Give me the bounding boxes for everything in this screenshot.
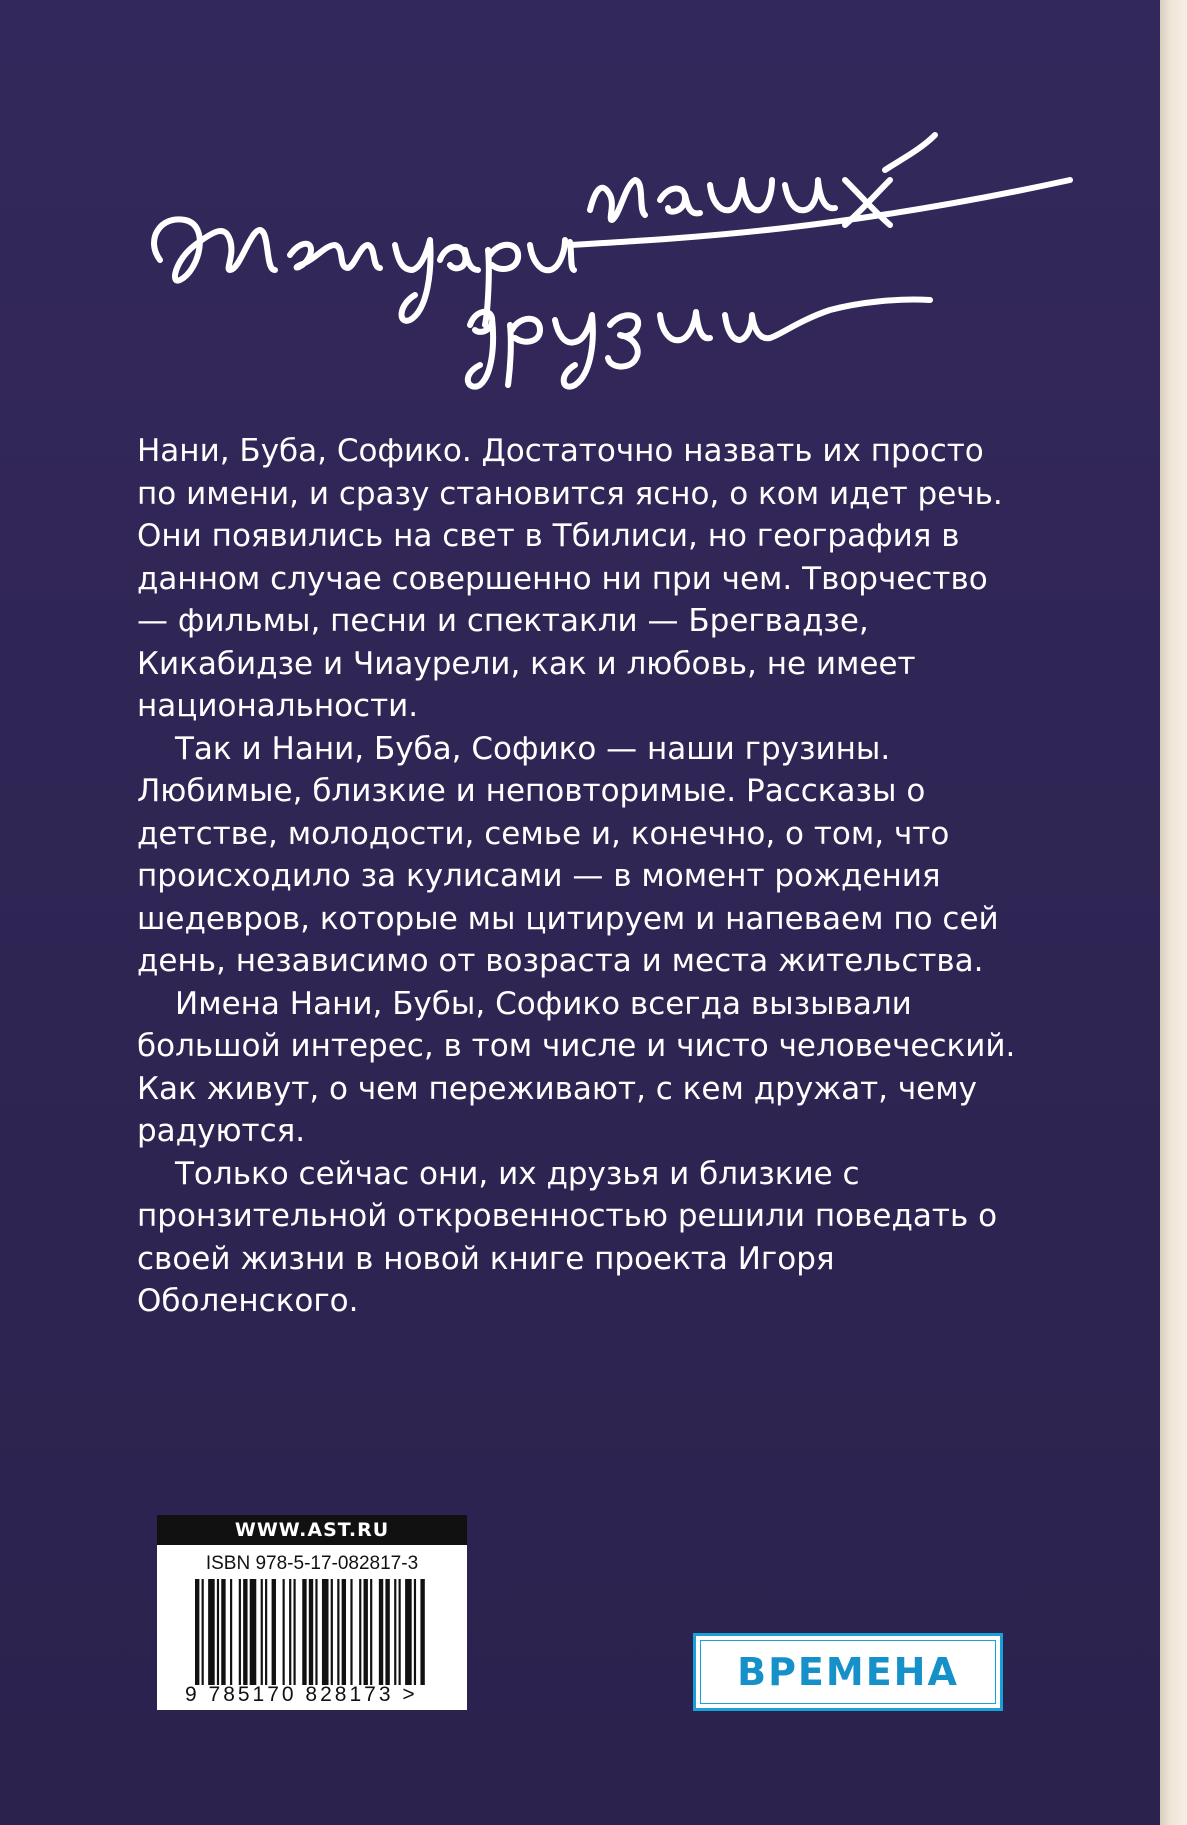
blurb-text xyxy=(137,430,1017,1323)
publisher-logo xyxy=(693,1633,1003,1711)
blurb-paragraph-2: Так и Нани, Буба, Софико — наши грузины. Любимые, близкие и неповторимые. Рассказы о детстве, молодости, семье и, конечно, о том, что происходило за кулисами — в момент рождения шедевров, которые мы цитируем и напеваем по сей день, независимо от возраста и места жительства. xyxy=(137,730,999,979)
isbn-number: ISBN 978-5-17-082817-3 xyxy=(205,1553,419,1574)
isbn-barcode-block xyxy=(157,1515,467,1710)
handwritten-title xyxy=(140,120,1080,400)
handwritten-title-script xyxy=(140,120,1080,400)
blurb-paragraph-4: Только сейчас они, их друзья и близкие с пронзительной откровенностью решили поведать о своей жизни в новой книге проекта Игоря Оболенского. xyxy=(137,1155,998,1319)
blurb-paragraph-3: Имена Нани, Бубы, Софико всегда вызывали большой интерес, в том числе и чисто человеческий. Как живут, о чем переживают, с кем дружат, чему радуются. xyxy=(137,985,1016,1149)
publisher-logo-text: ВРЕМЕНА xyxy=(700,1640,996,1704)
barcode-digits: 9 785170 828173 > xyxy=(185,1683,418,1706)
publisher-url: WWW.AST.RU xyxy=(157,1515,467,1545)
barcode-icon xyxy=(195,1579,427,1685)
barcode-bars xyxy=(195,1579,427,1685)
page-edge xyxy=(1160,0,1187,1825)
blurb-paragraph-1: Нани, Буба, Софико. Достаточно назвать их просто по имени, и сразу становится ясно, о ком идет речь. Они появились на свет в Тбилиси, но география в данном случае совершенно ни при чем. Творчество — фильмы, песни и спектакли — Брегвадзе, Кикабидзе и Чиаурели, как и любовь, не имеет национальности. xyxy=(137,433,1003,724)
